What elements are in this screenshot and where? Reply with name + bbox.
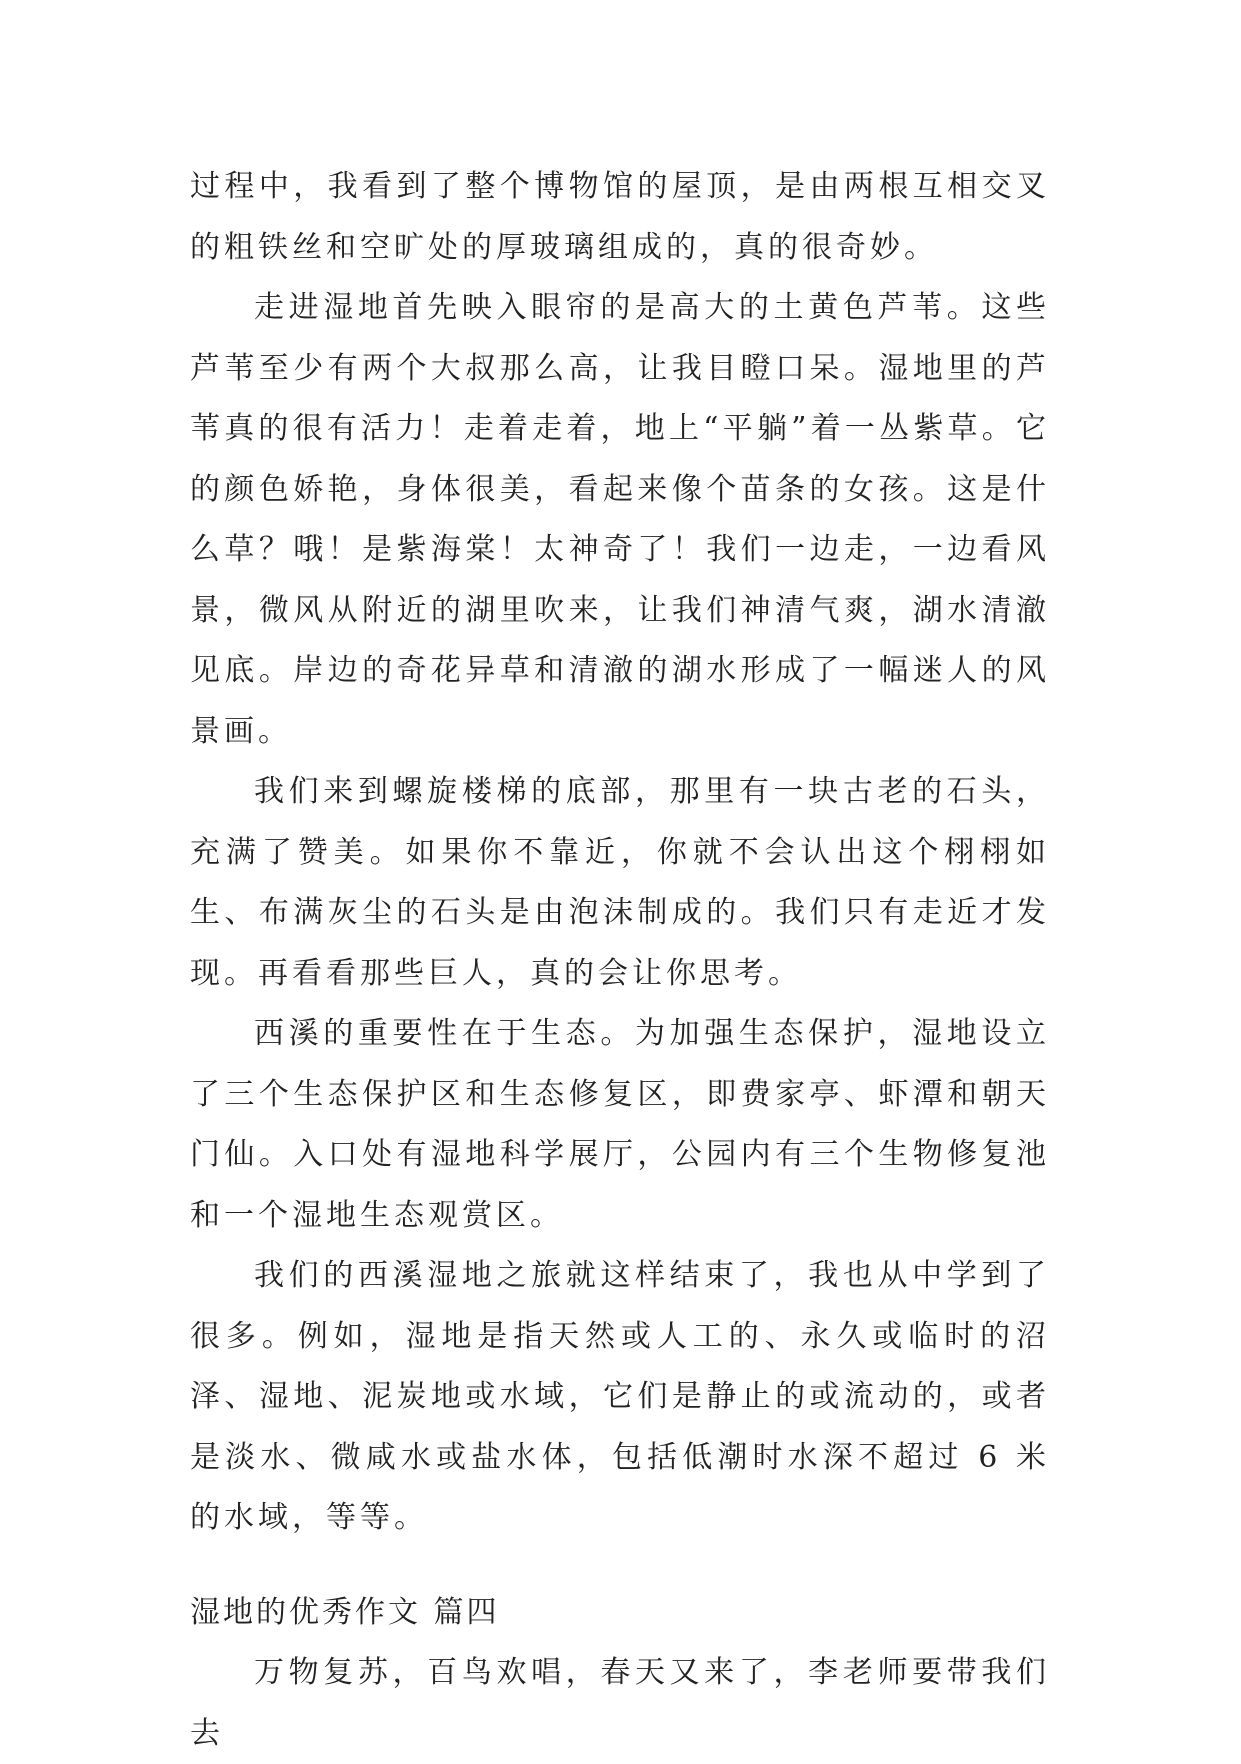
section-heading: 湿地的优秀作文 篇四	[190, 1594, 500, 1630]
paragraph-stairs: 我们来到螺旋楼梯的底部，那里有一块古老的石头，充满了赞美。如果你不靠近，你就不会认出这个栩栩如生、布满灰尘的石头是由泡沫制成的。我们只有走近才发现。再看看那些巨人，真的会让你思考。	[190, 774, 1050, 991]
paragraph-continued: 过程中，我看到了整个博物馆的屋顶，是由两根互相交叉的粗铁丝和空旷处的厚玻璃组成的，真的很奇妙。	[190, 169, 1050, 265]
paragraph-reeds: 走进湿地首先映入眼帘的是高大的土黄色芦苇。这些芦苇至少有两个大叔那么高，让我目瞪口呆。湿地里的芦苇真的很有活力！走着走着，地上“平躺”着一丛紫草。它的颜色娇艳，身体很美，看起来像个苗条的女孩。这是什么草？哦！是紫海棠！太神奇了！我们一边走，一边看风景，微风从附近的湖里吹来，让我们神清气爽，湖水清澈见底。岸边的奇花异草和清澈的湖水形成了一幅迷人的风景画。	[190, 290, 1050, 749]
paragraph-ecology: 西溪的重要性在于生态。为加强生态保护，湿地设立了三个生态保护区和生态修复区，即费家亭、虾潭和朝天门仙。入口处有湿地科学展厅，公园内有三个生物修复池和一个湿地生态观赏区。	[190, 1016, 1050, 1233]
paragraph-conclusion: 我们的西溪湿地之旅就这样结束了，我也从中学到了很多。例如，湿地是指天然或人工的、永久或临时的沼泽、湿地、泥炭地或水域，它们是静止的或流动的，或者是淡水、微咸水或盐水体，包括低潮时水深不超过 6 米的水域，等等。	[190, 1258, 1050, 1535]
paragraph-next-essay: 万物复苏，百鸟欢唱，春天又来了，李老师要带我们去	[190, 1655, 1050, 1751]
document-body	[190, 157, 1050, 1764]
